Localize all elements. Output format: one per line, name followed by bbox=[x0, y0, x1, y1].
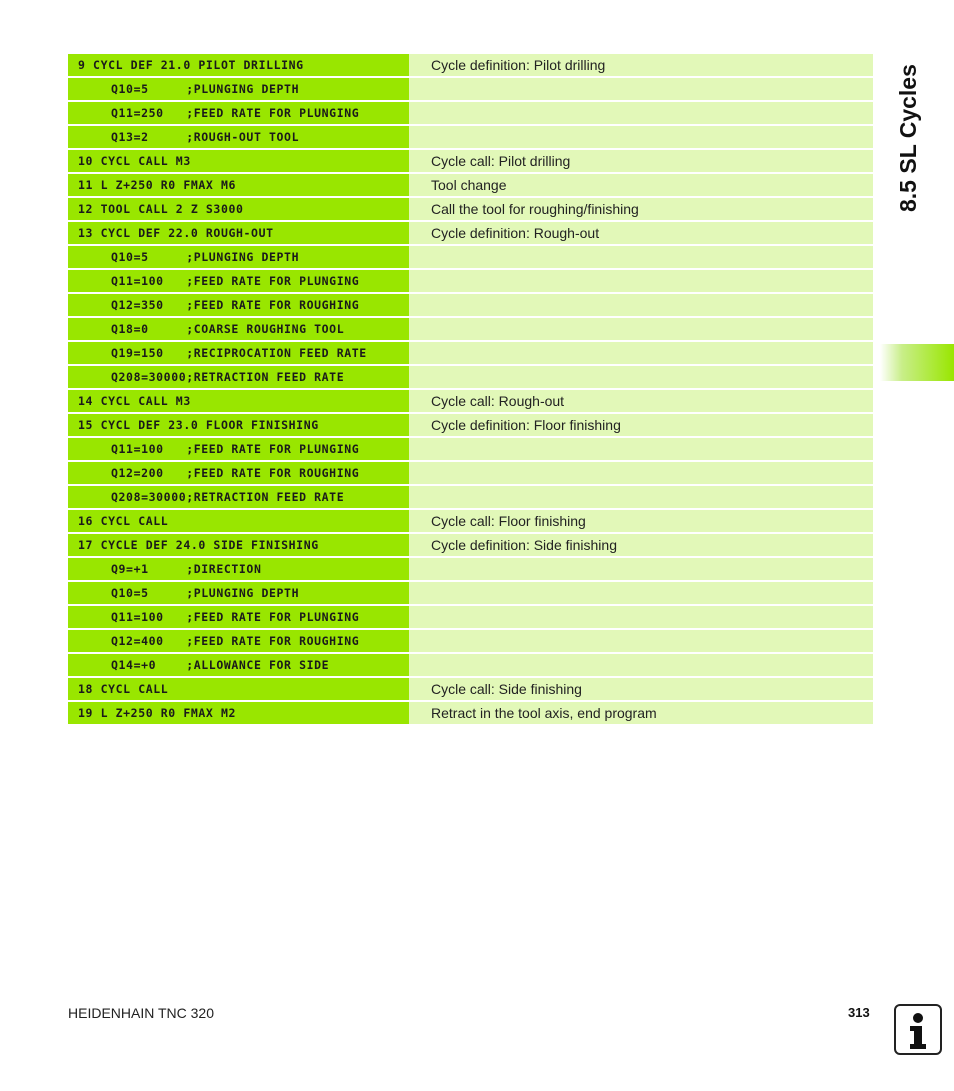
description-cell: Cycle call: Side finishing bbox=[409, 678, 873, 701]
nc-code-cell: 9 CYCL DEF 21.0 PILOT DRILLING bbox=[68, 54, 409, 77]
nc-code-cell: Q18=0 ;COARSE ROUGHING TOOL bbox=[68, 318, 409, 341]
table-row bbox=[68, 654, 873, 678]
description-cell bbox=[409, 246, 873, 269]
description-cell: Call the tool for roughing/finishing bbox=[409, 198, 873, 221]
nc-code-cell: 11 L Z+250 R0 FMAX M6 bbox=[68, 174, 409, 197]
section-title: 8.5 SL Cycles bbox=[895, 64, 921, 212]
table-row bbox=[68, 510, 873, 534]
nc-code-cell: 13 CYCL DEF 22.0 ROUGH-OUT bbox=[68, 222, 409, 245]
table-row bbox=[68, 702, 873, 726]
table-row bbox=[68, 582, 873, 606]
nc-code-cell: Q208=30000;RETRACTION FEED RATE bbox=[68, 486, 409, 509]
description-cell bbox=[409, 342, 873, 365]
table-row bbox=[68, 246, 873, 270]
page-number: 313 bbox=[848, 1005, 870, 1020]
nc-code-cell: Q19=150 ;RECIPROCATION FEED RATE bbox=[68, 342, 409, 365]
table-row bbox=[68, 126, 873, 150]
table-row bbox=[68, 462, 873, 486]
table-row bbox=[68, 390, 873, 414]
table-row bbox=[68, 150, 873, 174]
description-cell: Tool change bbox=[409, 174, 873, 197]
table-row bbox=[68, 366, 873, 390]
nc-code-cell: 10 CYCL CALL M3 bbox=[68, 150, 409, 173]
table-row bbox=[68, 198, 873, 222]
nc-code-cell: Q11=100 ;FEED RATE FOR PLUNGING bbox=[68, 270, 409, 293]
description-cell bbox=[409, 558, 873, 581]
description-cell bbox=[409, 126, 873, 149]
description-cell: Cycle definition: Pilot drilling bbox=[409, 54, 873, 77]
description-cell bbox=[409, 630, 873, 653]
table-row bbox=[68, 222, 873, 246]
table-row bbox=[68, 174, 873, 198]
info-icon bbox=[894, 1004, 942, 1055]
description-cell bbox=[409, 366, 873, 389]
nc-code-cell: Q12=400 ;FEED RATE FOR ROUGHING bbox=[68, 630, 409, 653]
footer-product-name: HEIDENHAIN TNC 320 bbox=[68, 1005, 215, 1021]
table-row bbox=[68, 78, 873, 102]
nc-code-cell: 16 CYCL CALL bbox=[68, 510, 409, 533]
table-row bbox=[68, 342, 873, 366]
nc-code-cell: Q10=5 ;PLUNGING DEPTH bbox=[68, 78, 409, 101]
nc-code-cell: Q11=100 ;FEED RATE FOR PLUNGING bbox=[68, 606, 409, 629]
description-cell: Cycle definition: Rough-out bbox=[409, 222, 873, 245]
table-row bbox=[68, 534, 873, 558]
description-cell bbox=[409, 102, 873, 125]
nc-code-cell: Q14=+0 ;ALLOWANCE FOR SIDE bbox=[68, 654, 409, 677]
nc-code-cell: 14 CYCL CALL M3 bbox=[68, 390, 409, 413]
table-row bbox=[68, 318, 873, 342]
description-cell bbox=[409, 486, 873, 509]
nc-code-cell: Q208=30000;RETRACTION FEED RATE bbox=[68, 366, 409, 389]
nc-code-cell: Q11=100 ;FEED RATE FOR PLUNGING bbox=[68, 438, 409, 461]
table-row bbox=[68, 606, 873, 630]
description-cell bbox=[409, 582, 873, 605]
description-cell bbox=[409, 294, 873, 317]
description-cell: Cycle call: Rough-out bbox=[409, 390, 873, 413]
table-row bbox=[68, 54, 873, 78]
nc-code-cell: 17 CYCLE DEF 24.0 SIDE FINISHING bbox=[68, 534, 409, 557]
description-cell: Retract in the tool axis, end program bbox=[409, 702, 873, 725]
nc-code-cell: 19 L Z+250 R0 FMAX M2 bbox=[68, 702, 409, 725]
description-cell bbox=[409, 270, 873, 293]
description-cell: Cycle definition: Side finishing bbox=[409, 534, 873, 557]
description-cell bbox=[409, 654, 873, 677]
description-cell: Cycle call: Pilot drilling bbox=[409, 150, 873, 173]
description-cell bbox=[409, 438, 873, 461]
table-row bbox=[68, 630, 873, 654]
nc-code-cell: Q13=2 ;ROUGH-OUT TOOL bbox=[68, 126, 409, 149]
nc-code-cell: 18 CYCL CALL bbox=[68, 678, 409, 701]
nc-code-cell: Q10=5 ;PLUNGING DEPTH bbox=[68, 582, 409, 605]
table-row bbox=[68, 294, 873, 318]
nc-code-cell: Q12=350 ;FEED RATE FOR ROUGHING bbox=[68, 294, 409, 317]
nc-code-cell: 15 CYCL DEF 23.0 FLOOR FINISHING bbox=[68, 414, 409, 437]
table-row bbox=[68, 486, 873, 510]
nc-program-table bbox=[68, 54, 873, 726]
description-cell bbox=[409, 318, 873, 341]
description-cell: Cycle definition: Floor finishing bbox=[409, 414, 873, 437]
nc-code-cell: Q12=200 ;FEED RATE FOR ROUGHING bbox=[68, 462, 409, 485]
nc-code-cell: Q11=250 ;FEED RATE FOR PLUNGING bbox=[68, 102, 409, 125]
table-row bbox=[68, 270, 873, 294]
section-tab-marker bbox=[880, 344, 954, 381]
description-cell bbox=[409, 462, 873, 485]
nc-code-cell: 12 TOOL CALL 2 Z S3000 bbox=[68, 198, 409, 221]
table-row bbox=[68, 438, 873, 462]
description-cell bbox=[409, 78, 873, 101]
table-row bbox=[68, 558, 873, 582]
table-row bbox=[68, 414, 873, 438]
table-row bbox=[68, 102, 873, 126]
description-cell bbox=[409, 606, 873, 629]
nc-code-cell: Q10=5 ;PLUNGING DEPTH bbox=[68, 246, 409, 269]
description-cell: Cycle call: Floor finishing bbox=[409, 510, 873, 533]
nc-code-cell: Q9=+1 ;DIRECTION bbox=[68, 558, 409, 581]
table-row bbox=[68, 678, 873, 702]
